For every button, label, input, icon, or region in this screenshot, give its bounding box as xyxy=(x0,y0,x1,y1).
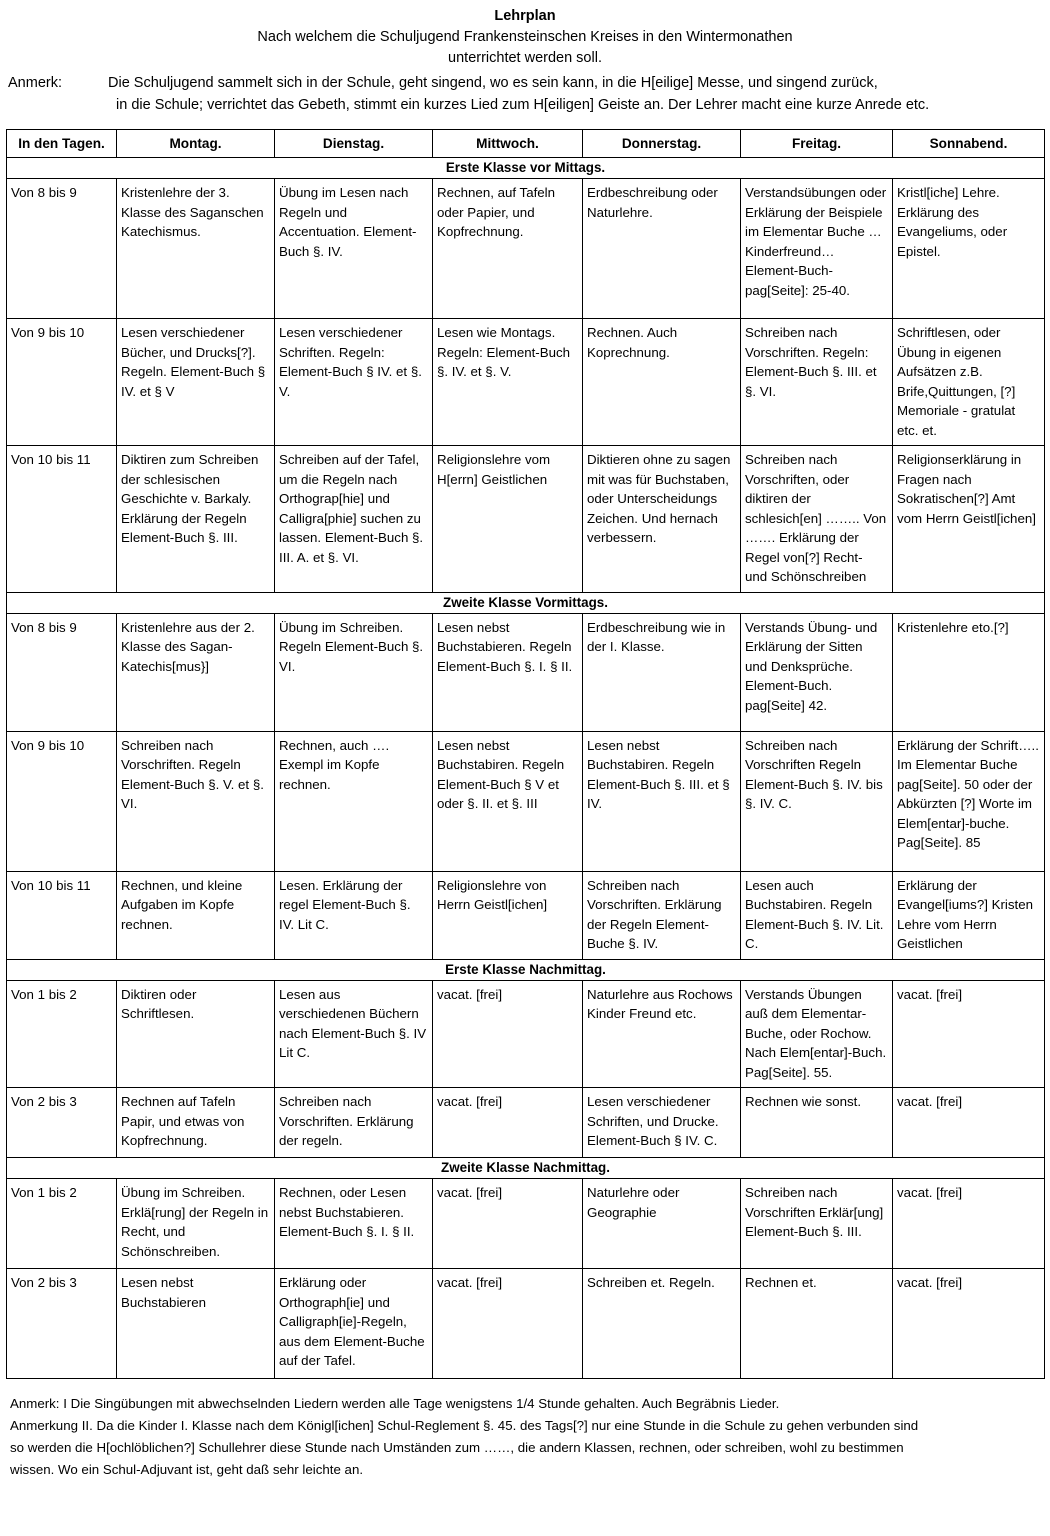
section-title-zweite-klasse-vormittag: Zweite Klasse Vormittags. xyxy=(7,592,1045,613)
cell-mittwoch: vacat. [frei] xyxy=(433,1179,583,1269)
cell-mittwoch: Lesen wie Montags. Regeln: Element-Buch §. IV. et §. V. xyxy=(433,319,583,446)
cell-freitag: Schreiben nach Vorschriften, oder diktiren der schlesich[en] …….. Von ……. Erklärung der Regel von[?] Recht- und Schönschreiben xyxy=(741,446,893,593)
table-header xyxy=(7,130,1045,158)
cell-freitag: Rechnen wie sonst. xyxy=(741,1088,893,1158)
table-body xyxy=(7,158,1045,1379)
table-row xyxy=(7,446,1045,593)
cell-montag: Kristenlehre der 3. Klasse des Saganschen Katechismus. xyxy=(117,179,275,319)
footnotes xyxy=(6,1393,1044,1491)
cell-dienstag: Rechnen, auch …. Exempl im Kopfe rechnen. xyxy=(275,731,433,871)
cell-mittwoch: Religionslehre von Herrn Geistl[ichen] xyxy=(433,871,583,959)
section-title-row xyxy=(7,1158,1045,1179)
cell-montag: Lesen nebst Buchstabieren xyxy=(117,1269,275,1379)
row-time-label: Von 2 bis 3 xyxy=(7,1088,117,1158)
section-title-zweite-klasse-nachmittag: Zweite Klasse Nachmittag. xyxy=(7,1158,1045,1179)
cell-donnerstag: Rechnen. Auch Koprechnung. xyxy=(583,319,741,446)
cell-donnerstag: Erdbeschreibung wie in der I. Klasse. xyxy=(583,613,741,731)
cell-dienstag: Lesen. Erklärung der regel Element-Buch §. IV. Lit C. xyxy=(275,871,433,959)
cell-donnerstag: Diktieren ohne zu sagen mit was für Buchstaben, oder Unterscheidungs Zeichen. Und hernach verbessern. xyxy=(583,446,741,593)
preamble-note-line-2: in die Schule; verrichtet das Gebeth, stimmt ein kurzes Lied zum H[eiligen] Geiste an. Der Lehrer macht eine kurze Anrede etc. xyxy=(116,97,930,113)
cell-montag: Lesen verschiedener Bücher, und Drucks[?]. Regeln. Element-Buch § IV. et § V xyxy=(117,319,275,446)
cell-mittwoch: vacat. [frei] xyxy=(433,1269,583,1379)
cell-montag: Rechnen auf Tafeln Papir, und etwas von Kopfrechnung. xyxy=(117,1088,275,1158)
table-row xyxy=(7,980,1045,1088)
cell-dienstag: Rechnen, oder Lesen nebst Buchstabieren. Element-Buch §. I. § II. xyxy=(275,1179,433,1269)
cell-freitag: Verstandsübungen oder Erklärung der Beispiele im Elementar Buche … Kinderfreund… Element-Buch-pag[Seite]: 25-40. xyxy=(741,179,893,319)
section-title-row xyxy=(7,959,1045,980)
row-time-label: Von 1 bis 2 xyxy=(7,980,117,1088)
cell-sonnabend: Schriftlesen, oder Übung in eigenen Aufsätzen z.B. Brife,Quittungen, [?] Memoriale - gratulat etc. et. xyxy=(893,319,1045,446)
cell-dienstag: Lesen verschiedener Schriften. Regeln: Element-Buch § IV. et §. V. xyxy=(275,319,433,446)
cell-freitag: Schreiben nach Vorschriften. Regeln: Element-Buch §. III. et §. VI. xyxy=(741,319,893,446)
column-header-freitag: Freitag. xyxy=(741,130,893,158)
column-header-sonnabend: Sonnabend. xyxy=(893,130,1045,158)
cell-donnerstag: Erdbeschreibung oder Naturlehre. xyxy=(583,179,741,319)
table-row xyxy=(7,731,1045,871)
row-time-label: Von 9 bis 10 xyxy=(7,319,117,446)
cell-freitag: Verstands Übung- und Erklärung der Sitten und Denksprüche. Element-Buch. pag[Seite] 42. xyxy=(741,613,893,731)
cell-montag: Kristenlehre aus der 2. Klasse des Sagan-Katechis[mus}] xyxy=(117,613,275,731)
lesson-plan-table xyxy=(6,129,1045,1379)
cell-dienstag: Lesen aus verschiedenen Büchern nach Element-Buch §. IV Lit C. xyxy=(275,980,433,1088)
cell-dienstag: Schreiben nach Vorschriften. Erklärung der regeln. xyxy=(275,1088,433,1158)
row-time-label: Von 10 bis 11 xyxy=(7,871,117,959)
footnote-line-1: Anmerk: I Die Singübungen mit abwechselnden Liedern werden alle Tage wenigstens 1/4 Stunde gehalten. Auch Begräbnis Lieder. xyxy=(10,1396,780,1411)
table-row xyxy=(7,179,1045,319)
table-row xyxy=(7,1088,1045,1158)
table-row xyxy=(7,1179,1045,1269)
column-header-time: In den Tagen. xyxy=(7,130,117,158)
cell-donnerstag: Naturlehre aus Rochows Kinder Freund etc. xyxy=(583,980,741,1088)
cell-dienstag: Übung im Schreiben. Regeln Element-Buch §. VI. xyxy=(275,613,433,731)
section-title-erste-klasse-vormittag: Erste Klasse vor Mittags. xyxy=(7,158,1045,179)
column-header-montag: Montag. xyxy=(117,130,275,158)
footnote-line-3: so werden die H[ochlöblichen?] Schullehrer diese Stunde nach Umständen zum ……, die andern Klassen, rechnen, oder schreiben, wohl zu bestimmen xyxy=(10,1440,904,1455)
preamble-note-line-1: Die Schuljugend sammelt sich in der Schule, geht singend, wo es sein kann, in die H[eilige] Messe, und singend zurück, xyxy=(108,75,878,91)
cell-montag: Übung im Schreiben. Erklä[rung] der Regeln in Recht, und Schönschreiben. xyxy=(117,1179,275,1269)
row-time-label: Von 8 bis 9 xyxy=(7,613,117,731)
cell-freitag: Schreiben nach Vorschriften Regeln Element-Buch §. IV. bis §. IV. C. xyxy=(741,731,893,871)
footnote-line-2: Anmerkung II. Da die Kinder I. Klasse nach dem Königl[ichen] Schul-Reglement §. 45. des Tags[?] nur eine Stunde in die Schule zu gehen verbunden sind xyxy=(10,1418,919,1433)
section-title-row xyxy=(7,592,1045,613)
cell-mittwoch: Religionslehre vom H[errn] Geistlichen xyxy=(433,446,583,593)
cell-sonnabend: Erklärung der Evangel[iums?] Kristen Lehre vom Herrn Geistlichen xyxy=(893,871,1045,959)
table-row xyxy=(7,1269,1045,1379)
table-row xyxy=(7,319,1045,446)
cell-sonnabend: Religionserklärung in Fragen nach Sokratischen[?] Amt vom Herrn Geistl[ichen] xyxy=(893,446,1045,593)
document-header xyxy=(6,6,1044,69)
cell-mittwoch: Lesen nebst Buchstabiren. Regeln Element-Buch § V et oder §. II. et §. III xyxy=(433,731,583,871)
cell-sonnabend: Kristenlehre eto.[?] xyxy=(893,613,1045,731)
row-time-label: Von 9 bis 10 xyxy=(7,731,117,871)
cell-mittwoch: vacat. [frei] xyxy=(433,980,583,1088)
cell-sonnabend: vacat. [frei] xyxy=(893,1179,1045,1269)
row-time-label: Von 10 bis 11 xyxy=(7,446,117,593)
page-title: Lehrplan xyxy=(494,8,556,24)
footnote-line-4: wissen. Wo ein Schul-Adjuvant ist, geht daß sehr leichte an. xyxy=(10,1462,364,1477)
cell-sonnabend: vacat. [frei] xyxy=(893,1088,1045,1158)
cell-freitag: Rechnen et. xyxy=(741,1269,893,1379)
row-time-label: Von 8 bis 9 xyxy=(7,179,117,319)
preamble-note xyxy=(6,72,1044,116)
cell-dienstag: Schreiben auf der Tafel, um die Regeln nach Orthograp[hie] und Calligra[phie] suchen zu lassen. Element-Buch §. III. A. et §. VI. xyxy=(275,446,433,593)
cell-mittwoch: Lesen nebst Buchstabieren. Regeln Element-Buch §. I. § II. xyxy=(433,613,583,731)
cell-montag: Rechnen, und kleine Aufgaben im Kopfe rechnen. xyxy=(117,871,275,959)
preamble-note-label: Anmerk: xyxy=(8,75,62,91)
section-title-row xyxy=(7,158,1045,179)
cell-freitag: Verstands Übungen auß dem Elementar-Buche, oder Rochow. Nach Elem[entar]-Buch. Pag[Seite]. 55. xyxy=(741,980,893,1088)
cell-sonnabend: Kristl[iche] Lehre. Erklärung des Evangeliums, oder Epistel. xyxy=(893,179,1045,319)
cell-freitag: Schreiben nach Vorschriften Erklär[ung] Element-Buch §. III. xyxy=(741,1179,893,1269)
cell-sonnabend: Erklärung der Schrift….. Im Elementar Buche pag[Seite]. 50 oder der Abkürzten [?] Worte im Elem[entar]-buche. Pag[Seite]. 85 xyxy=(893,731,1045,871)
cell-donnerstag: Naturlehre oder Geographie xyxy=(583,1179,741,1269)
cell-montag: Diktiren zum Schreiben der schlesischen Geschichte v. Barkaly. Erklärung der Regeln Element-Buch §. III. xyxy=(117,446,275,593)
cell-mittwoch: Rechnen, auf Tafeln oder Papier, und Kopfrechnung. xyxy=(433,179,583,319)
cell-donnerstag: Schreiben nach Vorschriften. Erklärung der Regeln Element-Buche §. IV. xyxy=(583,871,741,959)
cell-montag: Diktiren oder Schriftlesen. xyxy=(117,980,275,1088)
row-time-label: Von 1 bis 2 xyxy=(7,1179,117,1269)
cell-sonnabend: vacat. [frei] xyxy=(893,980,1045,1088)
cell-donnerstag: Lesen nebst Buchstabiren. Regeln Element-Buch §. III. et § IV. xyxy=(583,731,741,871)
cell-donnerstag: Schreiben et. Regeln. xyxy=(583,1269,741,1379)
cell-mittwoch: vacat. [frei] xyxy=(433,1088,583,1158)
cell-freitag: Lesen auch Buchstabiren. Regeln Element-Buch §. IV. Lit. C. xyxy=(741,871,893,959)
cell-sonnabend: vacat. [frei] xyxy=(893,1269,1045,1379)
table-row xyxy=(7,613,1045,731)
table-header-row xyxy=(7,130,1045,158)
table-row xyxy=(7,871,1045,959)
column-header-dienstag: Dienstag. xyxy=(275,130,433,158)
cell-dienstag: Erklärung oder Orthograph[ie] und Calligraph[ie]-Regeln, aus dem Element-Buche auf der Tafel. xyxy=(275,1269,433,1379)
column-header-donnerstag: Donnerstag. xyxy=(583,130,741,158)
cell-dienstag: Übung im Lesen nach Regeln und Accentuation. Element-Buch §. IV. xyxy=(275,179,433,319)
cell-donnerstag: Lesen verschiedener Schriften, und Drucke. Element-Buch § IV. C. xyxy=(583,1088,741,1158)
row-time-label: Von 2 bis 3 xyxy=(7,1269,117,1379)
document-subtitle-line-1: Nach welchem die Schuljugend Frankensteinschen Kreises in den Wintermonathen xyxy=(257,29,793,45)
column-header-mittwoch: Mittwoch. xyxy=(433,130,583,158)
cell-montag: Schreiben nach Vorschriften. Regeln Element-Buch §. V. et §. VI. xyxy=(117,731,275,871)
section-title-erste-klasse-nachmittag: Erste Klasse Nachmittag. xyxy=(7,959,1045,980)
document-subtitle-line-2: unterrichtet werden soll. xyxy=(448,50,602,66)
